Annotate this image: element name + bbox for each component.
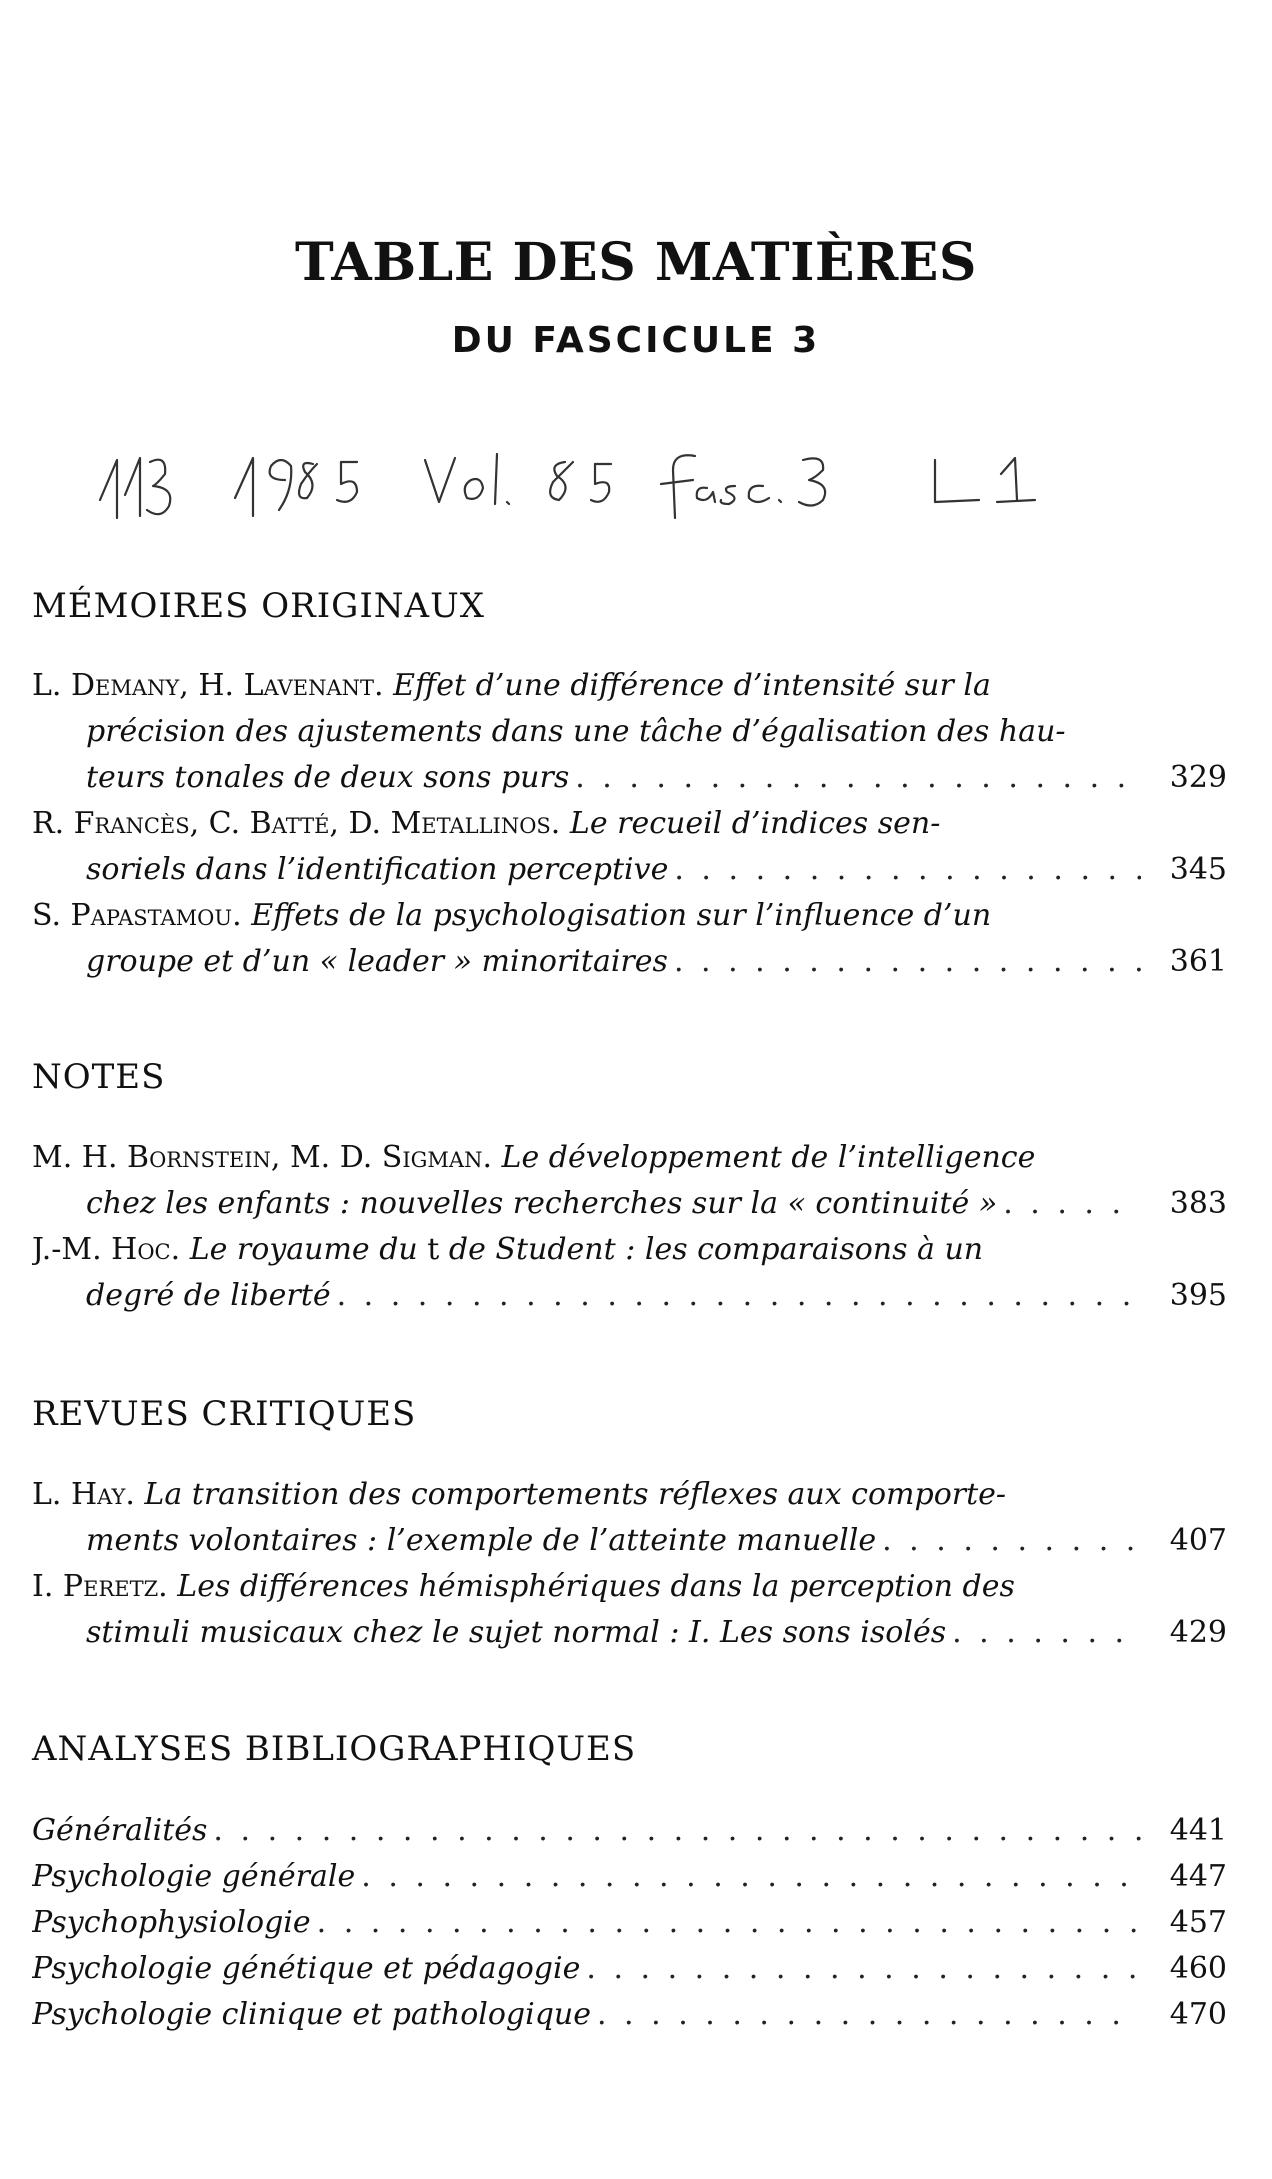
entry-title-line: de Student : les comparaisons à un <box>448 1232 984 1267</box>
entry-authors: L. Hay. <box>32 1477 135 1512</box>
toc-entry-psychologie-genetique <box>32 1946 1227 1992</box>
page-subtitle: DU FASCICULE 3 <box>451 320 821 361</box>
toc-entry-frances <box>32 801 1227 893</box>
section-heading-notes: NOTES <box>32 1057 166 1097</box>
page-title: TABLE DES MATIÈRES <box>295 232 977 293</box>
entry-authors: L. Demany, H. Lavenant. <box>32 668 384 703</box>
toc-entry-papastamou <box>32 893 1227 985</box>
section-heading-memoires: MÉMOIRES ORIGINAUX <box>32 586 485 626</box>
entry-title-line: soriels dans l’identification perceptive <box>86 852 669 887</box>
entry-label: Psychophysiologie <box>32 1905 311 1940</box>
toc-entry-peretz <box>32 1564 1227 1656</box>
dot-leader <box>213 1808 1141 1854</box>
page-number: 407 <box>1169 1523 1227 1558</box>
dot-leader <box>586 1946 1141 1992</box>
entry-title-line: groupe et d’un « leader » minoritaires <box>86 944 668 979</box>
entry-title-line: teurs tonales de deux sons purs <box>86 760 570 795</box>
page-number: 470 <box>1169 1997 1227 2032</box>
page-number: 361 <box>1169 944 1227 979</box>
section-heading-analyses: ANALYSES BIBLIOGRAPHIQUES <box>32 1729 637 1769</box>
entry-label: Psychologie générale <box>32 1859 356 1894</box>
entry-title-line: Le développement de l’intelligence <box>501 1140 1036 1175</box>
toc-entry-psychologie-clinique <box>32 1992 1227 2038</box>
dot-leader <box>361 1854 1141 1900</box>
entry-title-symbol: t <box>427 1232 440 1267</box>
page-number: 329 <box>1169 760 1227 795</box>
entry-authors: J.-M. Hoc. <box>32 1232 181 1267</box>
page-number: 447 <box>1169 1859 1227 1894</box>
entry-label: Généralités <box>32 1813 208 1848</box>
dot-leader <box>674 939 1141 985</box>
entry-label: Psychologie génétique et pédagogie <box>32 1951 581 1986</box>
toc-entry-demany <box>32 663 1227 801</box>
page-number: 460 <box>1169 1951 1227 1986</box>
entry-title-line: ments volontaires : l’exemple de l’atteinte manuelle <box>86 1523 877 1558</box>
entry-title-line: Le royaume du <box>189 1232 418 1267</box>
dot-leader <box>1003 1181 1141 1227</box>
dot-leader <box>882 1518 1141 1564</box>
entry-title-line: chez les enfants : nouvelles recherches sur la « continuité » <box>86 1186 998 1221</box>
page-number: 345 <box>1169 852 1227 887</box>
dot-leader <box>317 1900 1141 1946</box>
page-number: 441 <box>1169 1813 1227 1848</box>
page-number: 395 <box>1169 1278 1227 1313</box>
entry-title-line: Le recueil d’indices sen- <box>569 806 941 841</box>
entry-authors: R. Francès, C. Batté, D. Metallinos. <box>32 806 561 841</box>
toc-entry-generalites <box>32 1808 1227 1854</box>
entry-title-line: précision des ajustements dans une tâche d’égalisation des hau- <box>86 714 1066 749</box>
entry-authors: M. H. Bornstein, M. D. Sigman. <box>32 1140 492 1175</box>
page-number: 457 <box>1169 1905 1227 1940</box>
handwritten-annotation <box>95 440 1195 540</box>
toc-entry-bornstein <box>32 1135 1227 1227</box>
toc-entry-hay <box>32 1472 1227 1564</box>
page-number: 383 <box>1169 1186 1227 1221</box>
entry-label: Psychologie clinique et pathologique <box>32 1997 591 2032</box>
section-heading-revues: REVUES CRITIQUES <box>32 1394 417 1434</box>
toc-entry-hoc <box>32 1227 1227 1319</box>
dot-leader <box>575 755 1141 801</box>
dot-leader <box>337 1273 1141 1319</box>
dot-leader <box>952 1610 1141 1656</box>
toc-list-analyses <box>32 1808 1227 2038</box>
entry-title-line: La transition des comportements réflexes aux comporte- <box>144 1477 1007 1512</box>
entry-title-line: Effet d’une différence d’intensité sur la <box>393 668 991 703</box>
toc-entry-psychologie-generale <box>32 1854 1227 1900</box>
dot-leader <box>597 1992 1141 2038</box>
entry-title-line: stimuli musicaux chez le sujet normal : I. Les sons isolés <box>86 1615 947 1650</box>
page-number: 429 <box>1169 1615 1227 1650</box>
entry-authors: S. Papastamou. <box>32 898 242 933</box>
entry-title-line: Les différences hémisphériques dans la perception des <box>177 1569 1015 1604</box>
toc-entry-psychophysiologie <box>32 1900 1227 1946</box>
entry-authors: I. Peretz. <box>32 1569 168 1604</box>
entry-title-line: degré de liberté <box>86 1278 331 1313</box>
dot-leader <box>674 847 1141 893</box>
entry-title-line: Effets de la psychologisation sur l’influence d’un <box>251 898 992 933</box>
